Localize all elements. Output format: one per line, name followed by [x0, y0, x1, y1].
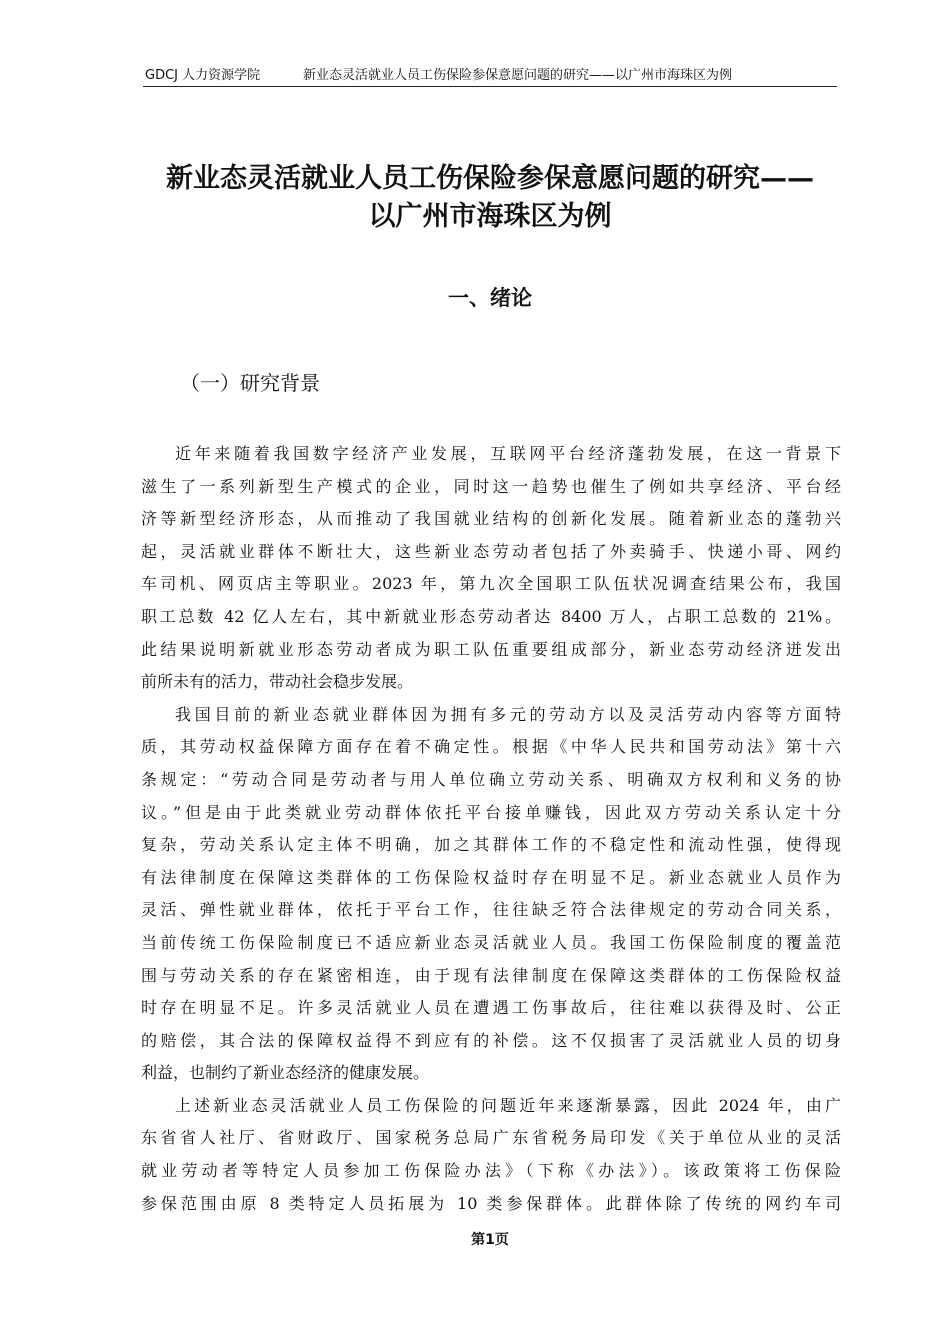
- paper-title-line-2: 以广州市海珠区为例: [368, 201, 612, 232]
- section-heading: 一、绪论: [448, 286, 532, 310]
- body-line: 有法律制度在保障这类群体的工伤保险权益时存在明显不足。新业态就业人员作为: [141, 867, 841, 887]
- body-line: 近年来随着我国数字经济产业发展，互联网平台经济蓬勃发展，在这一背景下: [175, 444, 841, 463]
- body-line: 此结果说明新就业形态劳动者成为职工队伍重要组成部分，新业态劳动经济迸发出: [141, 639, 841, 659]
- body-line: 复杂，劳动关系认定主体不明确，加之其群体工作的不稳定性和流动性强，使得现: [141, 835, 841, 855]
- body-line: 我国目前的新业态就业群体因为拥有多元的劳动方以及灵活劳动内容等方面特: [175, 704, 841, 724]
- header-paper-title: 新业态灵活就业人员工伤保险参保意愿问题的研究——以广州市海珠区为例: [303, 68, 733, 83]
- body-line: 议。”但是由于此类就业劳动群体依托平台接单赚钱，因此双方劳动关系认定十分: [141, 802, 841, 822]
- paper-title-line-1: 新业态灵活就业人员工伤保险参保意愿问题的研究——: [166, 163, 814, 194]
- body-line: 当前传统工伤保险制度已不适应新业态灵活就业人员。我国工伤保险制度的覆盖范: [141, 932, 841, 952]
- page-number: 第1页: [471, 1232, 509, 1248]
- body-line: 灵活、弹性就业群体，依托于平台工作，往往缺乏符合法律规定的劳动合同关系，: [141, 900, 841, 920]
- header-institution: GDCJ 人力资源学院: [145, 68, 261, 83]
- body-line: 职工总数 42 亿人左右，其中新就业形态劳动者达 8400 万人，占职工总数的 21%。: [141, 606, 841, 626]
- body-line: 围与劳动关系的存在紧密相连，由于现有法律制度在保障这类群体的工伤保险权益: [141, 965, 841, 985]
- body-line: 参保范围由原 8 类特定人员拓展为 10 类参保群体。此群体除了传统的网约车司: [141, 1193, 841, 1213]
- body-line: 时存在明显不足。许多灵活就业人员在遭遇工伤事故后，往往难以获得及时、公正: [141, 998, 841, 1018]
- body-line: 就业劳动者等特定人员参加工伤保险办法》（下称《办法》）。该政策将工伤保险: [141, 1161, 841, 1181]
- body-line: 滋生了一系列新型生产模式的企业，同时这一趋势也催生了例如共享经济、平台经: [141, 476, 841, 496]
- body-text: [141, 438, 841, 1220]
- paper-title: [100, 160, 880, 236]
- subsection-heading: （一）研究背景: [180, 371, 320, 395]
- body-line: 利益，也制约了新业态经济的健康发展。: [141, 1063, 430, 1083]
- body-line: 东省省人社厅、省财政厅、国家税务总局广东省税务局印发《关于单位从业的灵活: [141, 1128, 841, 1148]
- body-line: 起，灵活就业群体不断壮大，这些新业态劳动者包括了外卖骑手、快递小哥、网约: [141, 541, 841, 561]
- body-line: 车司机、网页店主等职业。2023 年，第九次全国职工队伍状况调查结果公布，我国: [141, 574, 841, 594]
- body-line: 条规定：“劳动合同是劳动者与用人单位确立劳动关系、明确双方权利和义务的协: [141, 769, 841, 789]
- body-line: 的赔偿，其合法的保障权益得不到应有的补偿。这不仅损害了灵活就业人员的切身: [141, 1030, 841, 1050]
- body-line: 质，其劳动权益保障方面存在着不确定性。根据《中华人民共和国劳动法》第十六: [141, 737, 841, 757]
- body-line: 济等新型经济形态，从而推动了我国就业结构的创新化发展。随着新业态的蓬勃兴: [141, 509, 841, 529]
- body-line: 上述新业态灵活就业人员工伤保险的问题近年来逐渐暴露，因此 2024 年，由广: [175, 1095, 841, 1115]
- body-line: 前所未有的活力，带动社会稳步发展。: [141, 672, 414, 692]
- running-header: [143, 66, 837, 87]
